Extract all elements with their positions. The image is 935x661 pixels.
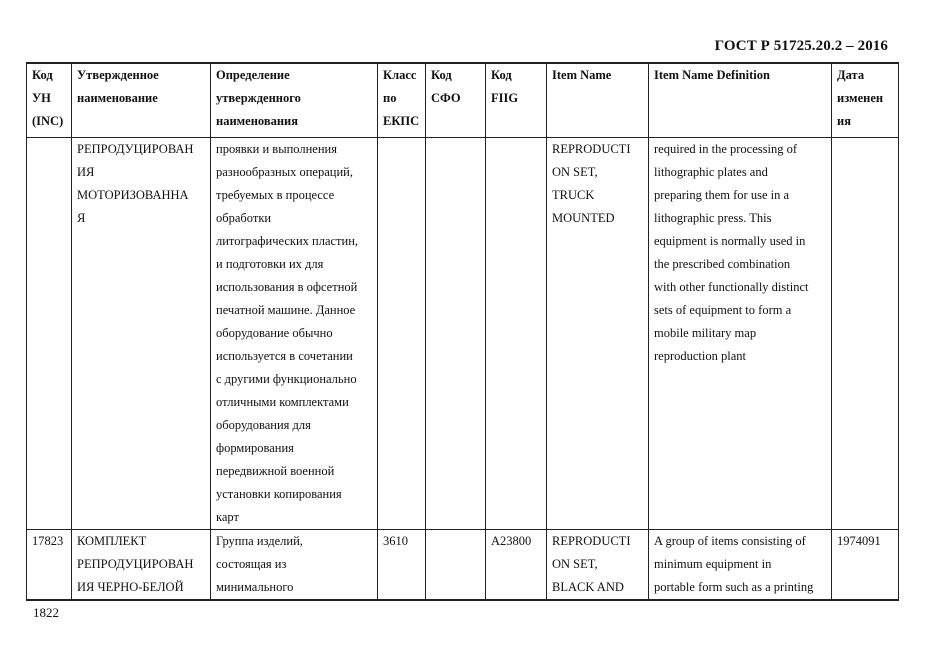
cell-inc: 17823 (27, 530, 72, 601)
document-title: ГОСТ Р 51725.20.2 – 2016 (714, 38, 888, 54)
cell-sfo-code (426, 530, 486, 601)
cell-approved-name: КОМПЛЕКТ РЕПРОДУЦИРОВАН ИЯ ЧЕРНО-БЕЛОЙ (72, 530, 211, 601)
cell-definition-ru: проявки и выполнения разнообразных операций, требуемых в процессе обработки литографических пластин, и подготовки их для использования в офсетной печатной машине. Данное оборудование обычно используется в сочетании с другими функционально отличными комплектами оборудования для формирования передвижной военной установки копирования карт (211, 138, 378, 530)
cell-ekps-class: 3610 (378, 530, 426, 601)
cell-inc (27, 138, 72, 530)
cell-approved-name: РЕПРОДУЦИРОВАН ИЯ МОТОРИЗОВАННА Я (72, 138, 211, 530)
cell-item-definition: A group of items consisting of minimum equipment in portable form such as a printing (649, 530, 832, 601)
column-header-ekps-class: Класс по ЕКПС (378, 63, 426, 138)
cell-item-name: REPRODUCTI ON SET, TRUCK MOUNTED (547, 138, 649, 530)
cell-item-definition: required in the processing of lithographic plates and preparing them for use in a lithographic press. This equipment is normally used in the prescribed combination with other functionally distinct sets of equipment to form a mobile military map reproduction plant (649, 138, 832, 530)
cell-change-date (832, 138, 899, 530)
column-header-sfo-code: Код СФО (426, 63, 486, 138)
column-header-inc: Код УН (INC) (27, 63, 72, 138)
table-row (27, 138, 899, 530)
table-row (27, 530, 899, 601)
cell-fiig-code: A23800 (486, 530, 547, 601)
cell-definition-ru: Группа изделий, состоящая из минимального (211, 530, 378, 601)
table-header-row (27, 63, 899, 138)
cell-change-date: 1974091 (832, 530, 899, 601)
column-header-fiig-code: Код FIIG (486, 63, 547, 138)
column-header-change-date: Дата изменен ия (832, 63, 899, 138)
cell-fiig-code (486, 138, 547, 530)
column-header-item-definition: Item Name Definition (649, 63, 832, 138)
column-header-definition-ru: Определение утвержденного наименования (211, 63, 378, 138)
nomenclature-table (26, 62, 899, 601)
page-number: 1822 (33, 605, 59, 620)
column-header-item-name: Item Name (547, 63, 649, 138)
cell-sfo-code (426, 138, 486, 530)
cell-item-name: REPRODUCTI ON SET, BLACK AND (547, 530, 649, 601)
cell-ekps-class (378, 138, 426, 530)
column-header-approved-name: Утвержденное наименование (72, 63, 211, 138)
